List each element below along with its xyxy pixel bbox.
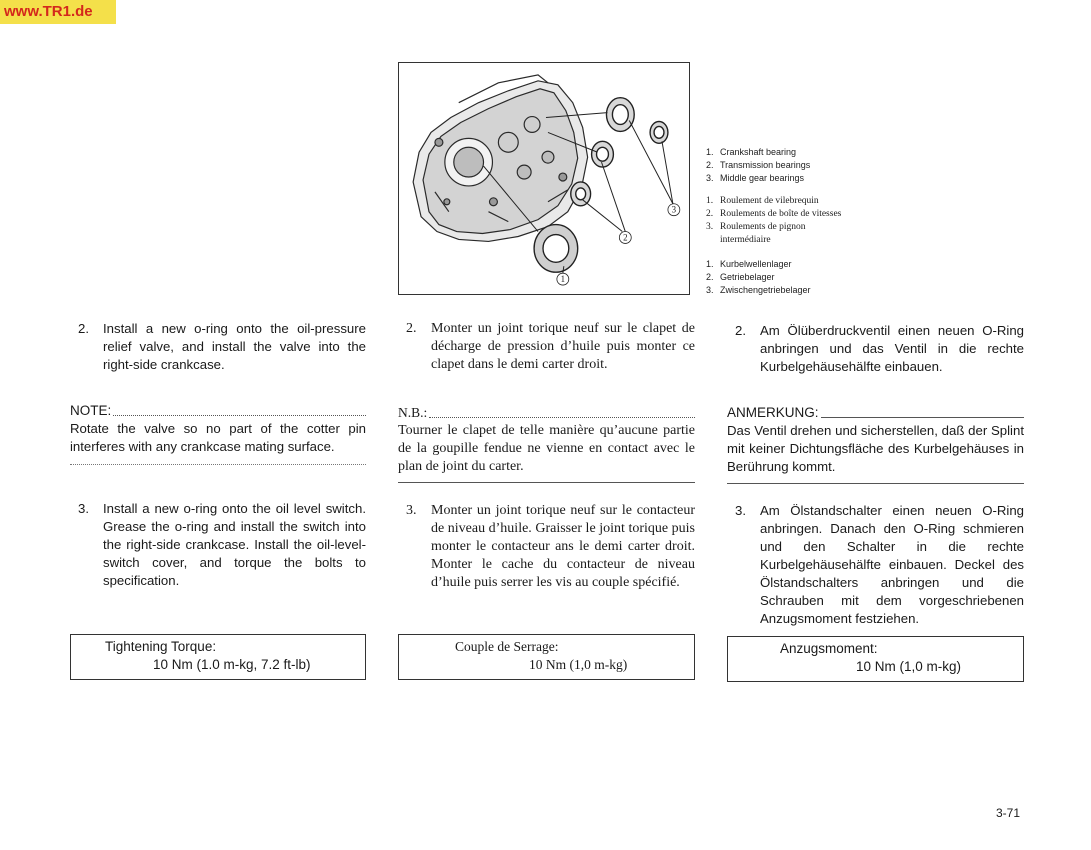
legend-item <box>706 172 810 185</box>
torque-value: 10 Nm (1,0 m-kg) <box>529 657 628 672</box>
torque-label: Couple de Serrage: <box>455 639 559 654</box>
legend-number: 1. <box>706 259 714 269</box>
note-rule <box>113 415 366 416</box>
step-2 <box>727 322 1024 376</box>
french-column <box>398 320 695 374</box>
legend-number <box>706 234 720 247</box>
legend-number: 2. <box>706 272 714 282</box>
note-heading <box>398 404 695 422</box>
step-number: 3. <box>78 501 89 516</box>
legend-number: 3. <box>706 285 714 295</box>
note-end-divider <box>398 482 695 483</box>
step-3 <box>727 502 1024 628</box>
legend-item <box>706 195 841 208</box>
step-text: Monter un joint torique neuf sur le clapet de décharge de pression d’huile puis monter ce clapet dans le demi carter droit. <box>431 321 695 372</box>
legend-text: Kurbelwellenlager <box>720 259 792 269</box>
step-3 <box>398 502 695 592</box>
step-2 <box>70 320 366 374</box>
callout-3-label: 3 <box>671 204 677 215</box>
note-end-divider <box>727 483 1024 484</box>
torque-value: 10 Nm (1,0 m-kg) <box>856 659 962 674</box>
torque-box-german <box>727 636 1024 682</box>
note-label: N.B.: <box>398 405 428 420</box>
note-heading <box>727 404 1024 422</box>
legend-number: 3. <box>706 173 714 183</box>
legend-text: Roulement de vilebrequin <box>720 196 819 206</box>
step-2 <box>398 320 695 374</box>
legend-item <box>706 159 810 172</box>
legend-text: Roulements de boîte de vitesses <box>720 209 842 219</box>
note-rule <box>821 417 1024 418</box>
legend-number: 1. <box>706 196 714 206</box>
legend-number: 3. <box>706 222 714 232</box>
legend-text: Getriebelager <box>720 272 775 282</box>
step-text: Am Ölüberdruckventil einen neuen O-Ring anbringen und das Ventil in die rechte Kurbelgehäusehälfte einbauen. <box>760 323 1024 374</box>
german-step-3 <box>727 502 1024 628</box>
step-text: Install a new o-ring onto the oil-pressure relief valve, and install the valve into the right-side crankcase. <box>103 321 366 372</box>
legend-text: intermédiaire <box>720 235 771 245</box>
legend-item <box>706 208 841 221</box>
torque-label: Tightening Torque: <box>105 639 217 654</box>
english-step-3 <box>70 500 366 590</box>
french-step-3 <box>398 502 695 592</box>
legend-text: Roulements de pignon <box>720 222 806 232</box>
legend-text: Middle gear bearings <box>720 173 805 183</box>
step-number: 3. <box>735 503 746 518</box>
legend-text: Transmission bearings <box>720 160 811 170</box>
legend-english <box>706 146 810 185</box>
step-number: 2. <box>78 321 89 336</box>
step-number: 2. <box>735 323 746 338</box>
legend-number: 2. <box>706 160 714 170</box>
legend-text: Crankshaft bearing <box>720 147 797 157</box>
torque-box-french <box>398 634 695 680</box>
step-number: 2. <box>406 321 417 336</box>
note-label: NOTE: <box>70 403 112 418</box>
note-text: Tourner le clapet de telle manière qu’aucune partie de la goupille fendue ne vienne en contact avec le plan de joint du carter. <box>398 423 695 474</box>
german-column <box>727 322 1024 376</box>
legend-german <box>706 258 811 297</box>
callout-2-label: 2 <box>623 232 628 243</box>
legend-item <box>706 221 841 234</box>
torque-value: 10 Nm (1.0 m-kg, 7.2 ft-lb) <box>153 657 311 672</box>
step-text: Monter un joint torique neuf sur le contacteur de niveau d’huile. Graisser le joint torique puis monter le contacteur ans le demi carter droit. Monter le cache du contacteur de niveau d’huile puis serrer les vis au couple spécifié. <box>431 503 695 590</box>
torque-label: Anzugsmoment: <box>780 641 878 656</box>
step-text: Am Ölstandschalter einen neuen O-Ring anbringen. Danach den O-Ring schmieren und den Schalter in die rechte Kurbelgehäusehälfte einbauen. Deckel des Ölstandschalters anbringen und die Schrauben mit dem vorgeschriebenen Anzugsmoment festziehen. <box>760 503 1024 626</box>
legend-item <box>706 234 841 247</box>
legend-number: 2. <box>706 209 714 219</box>
page-number: 3-71 <box>996 806 1021 820</box>
crankcase-bearing-figure <box>398 62 690 295</box>
german-note <box>727 404 1024 484</box>
legend-item <box>706 258 811 271</box>
torque-box-english <box>70 634 366 680</box>
step-text: Install a new o-ring onto the oil level switch. Grease the o-ring and install the switch into the right-side crankcase. Install the oil-level-switch cover, and torque the bolts to specification. <box>103 501 366 588</box>
step-3 <box>70 500 366 590</box>
legend-french <box>706 195 841 247</box>
legend-item <box>706 284 811 297</box>
legend-text: Zwischengetriebelager <box>720 285 811 295</box>
callout-1-label: 1 <box>560 274 566 285</box>
watermark-url[interactable]: www.TR1.de <box>0 0 116 24</box>
note-heading <box>70 402 366 420</box>
english-column <box>70 320 366 374</box>
legend-item <box>706 146 810 159</box>
legend-number: 1. <box>706 147 714 157</box>
legend-item <box>706 271 811 284</box>
french-note <box>398 404 695 483</box>
note-text: Das Ventil drehen und sicherstellen, daß der Splint mit keiner Dichtungsfläche des Kurbelgehäuses in Berührung kommt. <box>727 423 1024 474</box>
english-note <box>70 402 366 465</box>
note-rule <box>429 417 695 418</box>
step-number: 3. <box>406 503 417 518</box>
note-text: Rotate the valve so no part of the cotter pin interferes with any crankcase mating surface. <box>70 421 366 454</box>
note-label: ANMERKUNG: <box>727 405 819 420</box>
crankcase-illustration <box>399 63 689 294</box>
note-end-divider <box>70 464 366 465</box>
